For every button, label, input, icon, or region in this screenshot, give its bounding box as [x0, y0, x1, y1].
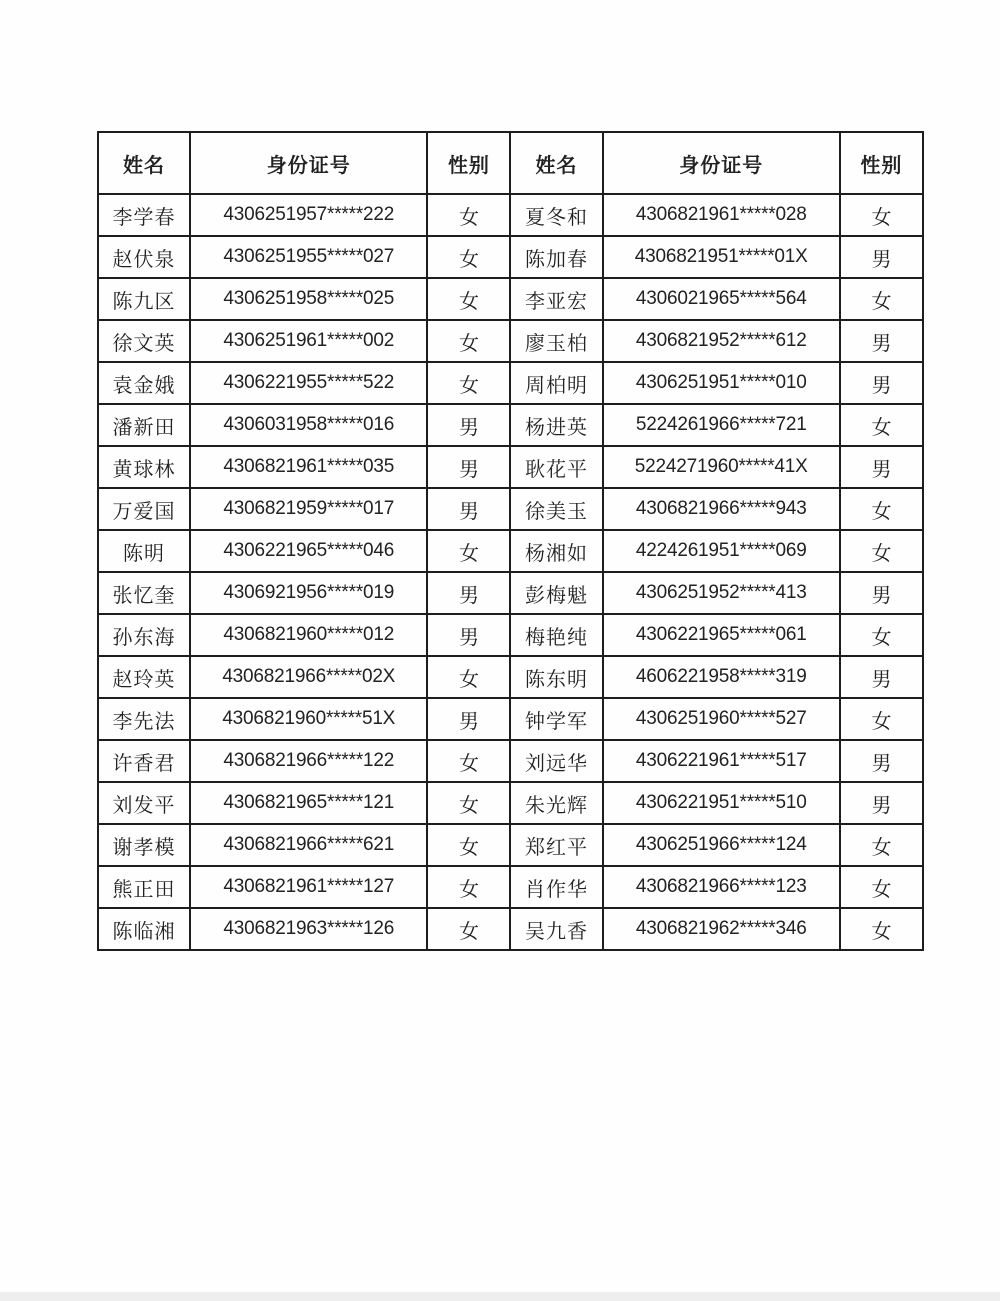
- cell-name-left: 熊正田: [98, 866, 190, 908]
- cell-gender-right: 女: [840, 614, 923, 656]
- cell-id-left: 4306821966*****02X: [190, 656, 427, 698]
- cell-name-right: 钟学军: [510, 698, 602, 740]
- cell-id-left: 4306821966*****122: [190, 740, 427, 782]
- cell-id-right: 4306221961*****517: [603, 740, 840, 782]
- cell-id-right: 4306251966*****124: [603, 824, 840, 866]
- cell-id-right: 4306821966*****943: [603, 488, 840, 530]
- cell-name-left: 万爱国: [98, 488, 190, 530]
- table-row: [98, 740, 923, 782]
- cell-name-left: 李先法: [98, 698, 190, 740]
- cell-id-right: 4306821952*****612: [603, 320, 840, 362]
- table-row: [98, 866, 923, 908]
- cell-name-left: 赵玲英: [98, 656, 190, 698]
- cell-id-left: 4306251957*****222: [190, 194, 427, 236]
- cell-gender-left: 男: [427, 614, 510, 656]
- cell-gender-left: 女: [427, 236, 510, 278]
- cell-name-left: 张忆奎: [98, 572, 190, 614]
- cell-gender-right: 女: [840, 908, 923, 950]
- cell-gender-left: 男: [427, 572, 510, 614]
- cell-id-left: 4306821963*****126: [190, 908, 427, 950]
- table-row: [98, 362, 923, 404]
- table-row: [98, 278, 923, 320]
- cell-gender-right: 女: [840, 824, 923, 866]
- header-gender-left: 性别: [427, 132, 510, 194]
- cell-name-right: 陈加春: [510, 236, 602, 278]
- header-gender-right: 性别: [840, 132, 923, 194]
- cell-id-left: 4306221955*****522: [190, 362, 427, 404]
- cell-gender-left: 男: [427, 698, 510, 740]
- cell-id-right: 4306221951*****510: [603, 782, 840, 824]
- cell-name-right: 陈东明: [510, 656, 602, 698]
- cell-name-left: 李学春: [98, 194, 190, 236]
- cell-gender-right: 女: [840, 866, 923, 908]
- cell-gender-right: 男: [840, 446, 923, 488]
- cell-id-right: 4606221958*****319: [603, 656, 840, 698]
- cell-id-left: 4306221965*****046: [190, 530, 427, 572]
- table-row: [98, 530, 923, 572]
- table-header-row: [98, 132, 923, 194]
- cell-name-left: 赵伏泉: [98, 236, 190, 278]
- cell-gender-left: 女: [427, 866, 510, 908]
- cell-id-right: 5224271960*****41X: [603, 446, 840, 488]
- cell-id-left: 4306821966*****621: [190, 824, 427, 866]
- cell-gender-left: 女: [427, 740, 510, 782]
- page-bottom-edge: [0, 1292, 1000, 1301]
- cell-name-right: 廖玉柏: [510, 320, 602, 362]
- cell-gender-left: 女: [427, 782, 510, 824]
- cell-name-right: 梅艳纯: [510, 614, 602, 656]
- table-row: [98, 656, 923, 698]
- cell-gender-left: 男: [427, 404, 510, 446]
- cell-name-right: 徐美玉: [510, 488, 602, 530]
- cell-name-right: 耿花平: [510, 446, 602, 488]
- cell-name-right: 杨湘如: [510, 530, 602, 572]
- cell-gender-left: 男: [427, 446, 510, 488]
- cell-id-right: 4306251952*****413: [603, 572, 840, 614]
- table-row: [98, 698, 923, 740]
- cell-gender-left: 女: [427, 908, 510, 950]
- cell-id-right: 4224261951*****069: [603, 530, 840, 572]
- table-row: [98, 824, 923, 866]
- header-id-left: 身份证号: [190, 132, 427, 194]
- cell-gender-left: 女: [427, 362, 510, 404]
- cell-gender-right: 男: [840, 572, 923, 614]
- cell-name-left: 潘新田: [98, 404, 190, 446]
- cell-id-right: 4306221965*****061: [603, 614, 840, 656]
- cell-name-left: 陈九区: [98, 278, 190, 320]
- cell-name-right: 夏冬和: [510, 194, 602, 236]
- table-row: [98, 320, 923, 362]
- cell-id-right: 4306821962*****346: [603, 908, 840, 950]
- cell-id-left: 4306821965*****121: [190, 782, 427, 824]
- cell-gender-right: 女: [840, 530, 923, 572]
- cell-name-right: 李亚宏: [510, 278, 602, 320]
- table-row: [98, 908, 923, 950]
- cell-name-right: 郑红平: [510, 824, 602, 866]
- cell-gender-left: 女: [427, 278, 510, 320]
- table-row: [98, 446, 923, 488]
- cell-name-left: 陈临湘: [98, 908, 190, 950]
- cell-gender-right: 女: [840, 488, 923, 530]
- table-row: [98, 614, 923, 656]
- cell-gender-right: 男: [840, 782, 923, 824]
- cell-id-left: 4306921956*****019: [190, 572, 427, 614]
- cell-id-right: 4306821966*****123: [603, 866, 840, 908]
- cell-gender-right: 女: [840, 404, 923, 446]
- cell-name-left: 孙东海: [98, 614, 190, 656]
- cell-name-left: 刘发平: [98, 782, 190, 824]
- cell-name-right: 朱光辉: [510, 782, 602, 824]
- table-row: [98, 782, 923, 824]
- header-name-right: 姓名: [510, 132, 602, 194]
- cell-id-left: 4306821960*****012: [190, 614, 427, 656]
- cell-gender-right: 男: [840, 740, 923, 782]
- cell-gender-right: 男: [840, 320, 923, 362]
- cell-gender-right: 女: [840, 698, 923, 740]
- cell-name-right: 吴九香: [510, 908, 602, 950]
- cell-id-left: 4306821960*****51X: [190, 698, 427, 740]
- cell-id-right: 4306821951*****01X: [603, 236, 840, 278]
- cell-name-right: 杨进英: [510, 404, 602, 446]
- cell-gender-right: 女: [840, 194, 923, 236]
- cell-id-left: 4306251958*****025: [190, 278, 427, 320]
- cell-name-left: 谢孝模: [98, 824, 190, 866]
- cell-name-right: 周柏明: [510, 362, 602, 404]
- table-body: [98, 194, 923, 950]
- cell-name-left: 陈明: [98, 530, 190, 572]
- cell-gender-left: 女: [427, 320, 510, 362]
- table-row: [98, 236, 923, 278]
- table-row: [98, 404, 923, 446]
- cell-gender-left: 女: [427, 824, 510, 866]
- cell-name-right: 肖作华: [510, 866, 602, 908]
- header-id-right: 身份证号: [603, 132, 840, 194]
- cell-name-left: 袁金娥: [98, 362, 190, 404]
- cell-id-left: 4306031958*****016: [190, 404, 427, 446]
- table-row: [98, 488, 923, 530]
- cell-name-left: 黄球林: [98, 446, 190, 488]
- cell-id-left: 4306821961*****127: [190, 866, 427, 908]
- cell-gender-left: 男: [427, 488, 510, 530]
- cell-gender-right: 男: [840, 236, 923, 278]
- cell-name-right: 彭梅魁: [510, 572, 602, 614]
- cell-id-left: 4306821961*****035: [190, 446, 427, 488]
- header-name-left: 姓名: [98, 132, 190, 194]
- cell-gender-right: 男: [840, 362, 923, 404]
- table-row: [98, 194, 923, 236]
- cell-id-right: 4306021965*****564: [603, 278, 840, 320]
- cell-id-left: 4306251961*****002: [190, 320, 427, 362]
- cell-id-right: 5224261966*****721: [603, 404, 840, 446]
- cell-name-right: 刘远华: [510, 740, 602, 782]
- cell-id-left: 4306251955*****027: [190, 236, 427, 278]
- cell-id-right: 4306251960*****527: [603, 698, 840, 740]
- cell-id-right: 4306251951*****010: [603, 362, 840, 404]
- cell-gender-left: 女: [427, 656, 510, 698]
- cell-name-left: 徐文英: [98, 320, 190, 362]
- cell-gender-left: 女: [427, 194, 510, 236]
- cell-id-right: 4306821961*****028: [603, 194, 840, 236]
- table-row: [98, 572, 923, 614]
- roster-table: [97, 131, 924, 951]
- cell-name-left: 许香君: [98, 740, 190, 782]
- cell-gender-right: 男: [840, 656, 923, 698]
- cell-id-left: 4306821959*****017: [190, 488, 427, 530]
- cell-gender-left: 女: [427, 530, 510, 572]
- cell-gender-right: 女: [840, 278, 923, 320]
